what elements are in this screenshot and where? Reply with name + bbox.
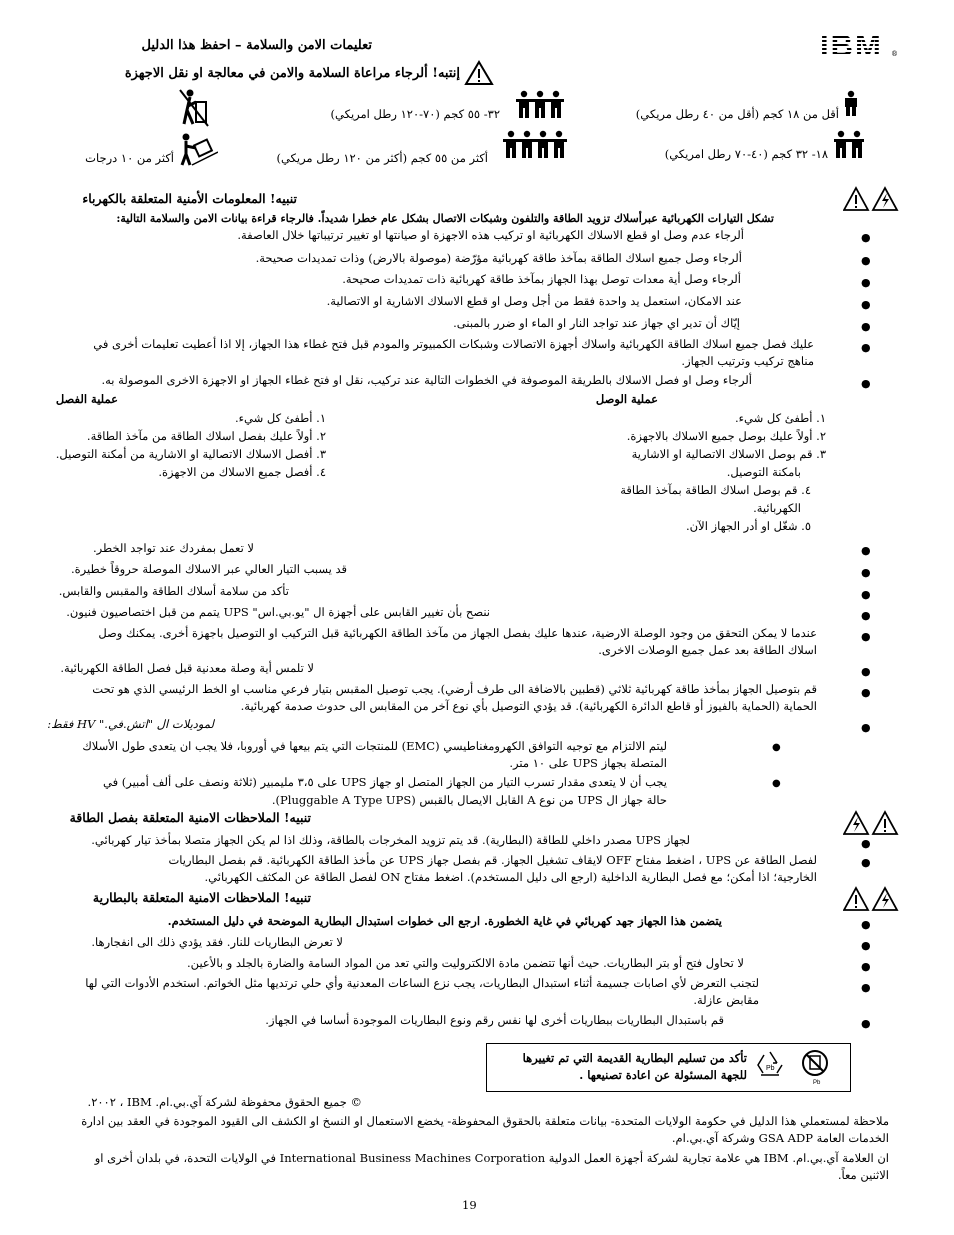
four-person-lift-icon: [503, 130, 567, 158]
caution-6: لا تلمس أية وصلة معدنية قبل فصل الطاقة الكهربائية.: [60, 661, 314, 675]
bullet: ●: [772, 742, 781, 753]
pb-label: Pb: [813, 1080, 821, 1086]
bullet: ●: [861, 231, 871, 244]
recycle-line-1: تأكد من تسليم البطارية القديمة التي تم تغييرها: [522, 1051, 747, 1065]
bullet: ●: [861, 254, 871, 267]
warning-triangle-icon: [464, 60, 494, 86]
bullet: ●: [861, 609, 871, 622]
disconnect-step: ٢. أولاً عليك بفصل اسلاك الطاقة من مآخذ الطاقة.: [86, 429, 326, 443]
disconnect-step: ٣. أفصل الاسلاك الاتصالية او الاشارية من أمكنة التوصيل.: [55, 447, 326, 461]
bullet: ●: [861, 320, 871, 333]
disconnect-step: ١. أطفئ كل شيء.: [234, 411, 326, 425]
caution-5a: عندما لا يمكن التحقق من وجود الوصلة الارضية، عندها عليك بفصل الجهاز من مآخذ الطاقة الكهربائية قبل التركيب او التوصيل باجهزة أخرى. يمكنك وصل: [98, 626, 817, 640]
connect-steps: [566, 410, 826, 534]
power-off-note-2a: لفصل الطاقة عن UPS ، اضغط مفتاح OFF لايقاف تشغيل الجهاز. قم بفصل جهاز UPS عن مأخذ الطاقة الكهربائية. قم بفصل البطاريات: [168, 853, 817, 867]
hv-label: لموديلات ال "اتش.في." HV فقط:: [47, 717, 214, 731]
weight-32-55kg: ٣٢- ٥٥ كجم (٧٠-١٢٠ رطل امريكي): [330, 107, 500, 121]
recycle-line-2: للجهة المسئولة عن اعادة تصنيعها .: [579, 1068, 747, 1082]
elec-bullet-2: ألرجاء وصل جميع اسلاك الطاقة بمآخذ طاقة كهربائية مؤرّضة (موصولة بالارض) وذات تمديدات صحيحة.: [255, 251, 742, 265]
power-off-heading: تنبيه! الملاحظات الامنية المتعلقة بفصل الطاقة: [69, 810, 311, 825]
power-off-note-2b: الخارجية؛ اذا أمكن؛ مع فصل البطارية الداخلية (ارجع الى دليل المستخدم). اضغط مفتاح ON لفصل الطاقة عن المكثف الكهربائي.: [204, 870, 817, 884]
bullet: ●: [861, 566, 871, 579]
connect-title: عملية الوصل: [595, 392, 658, 406]
elec-bullet-1: ألرجاء عدم وصل او قطع الاسلاك الكهربائية او تركيب هذه الاجهزة او صيانتها او تغيير ترتيباتها خلال العاصفة.: [237, 228, 744, 242]
caution-7a: قم بتوصيل الجهاز بمأخذ طاقة كهربائية ثلاثي (قطبين بالاضافة الى طرف أرضي). يجب توصيل المقبس بتيار فرعي مناسب او الخط الرئيسي الذي هو تحت: [92, 682, 817, 696]
bullet: ●: [861, 939, 871, 952]
hv-note-2a: يجب أن لا يتعدى مقدار تسرب التيار من الجهاز المتصل او جهاز UPS على ٣،٥ مليمبير (ثلاثة ونصف على ألف أمبير) في: [103, 775, 667, 789]
battery-warning-icons: [843, 886, 899, 912]
warning-shock-icons: [843, 186, 899, 212]
bullet: ●: [861, 341, 871, 354]
elec-bullet-7: ألرجاء وصل او فصل الاسلاك بالطريقة الموصوفة في الخطوات التالية عند تركيب، نقل او فتح غطاء الجهاز او الاجهزة الاخرى الموصولة به.: [101, 373, 752, 387]
caution-4: ننصح بأن تغيير القابس على أجهزة ال "يو.بي.اس" UPS يتمم من قبل اختصاصيون فنيون.: [66, 605, 490, 619]
bullet: ●: [861, 588, 871, 601]
incline-limit: أكثر من ١٠ درجات: [85, 151, 174, 165]
bullet: ●: [861, 721, 871, 734]
battery-note-2: لا تحاول فتح أو بتر البطاريات. حيث أنها تتضمن مادة الالكتروليت والتي تعد من المواد السامة والضارة بالجلد و بالأعين.: [187, 956, 744, 970]
connect-step: ٥. شغّل او أدر الجهاز الآن.: [686, 519, 811, 533]
bullet: ●: [861, 837, 871, 850]
elec-bullet-4: عند الامكان، استعمل يد واحدة فقط من أجل وصل او قطع الاسلاك الاشارية او الاتصالية.: [326, 294, 742, 308]
bullet: ●: [861, 665, 871, 678]
connect-step: ٣. قم بوصل الاسلاك الاتصالية او الاشارية: [631, 447, 826, 461]
one-person-lift-icon: [843, 90, 859, 116]
connect-step: ٢. أولاً عليك بوصل جميع الاسلاك بالاجهزة.: [626, 429, 826, 443]
elec-bullet-6a: عليك فصل جميع اسلاك الطاقة الكهربائية واسلاك أجهزة الاتصالات وشبكات الكمبيوتر والمودم قبل فتح غطاء هذا الجهاز، إلا اذا أعطيت تعليمات أخرى في: [93, 337, 814, 351]
document-title: تعليمات الامن والسلامة – احفظ هذا الدليل: [141, 38, 372, 53]
copyright: © جميع الحقوق محفوظة لشركة آي.بي.ام. IBM ، ٢٠٠٢.: [87, 1095, 362, 1109]
disconnect-step: ٤. أفصل جميع الاسلاك من الاجهزة.: [158, 465, 326, 479]
no-hand-truck-icon: [178, 88, 210, 128]
shock-warning-icons: [843, 810, 899, 836]
hv-note-2b: حالة جهاز ال UPS من نوع A القابل الايصال بالقبس (Pluggable A Type UPS).: [271, 793, 667, 807]
handling-attention: إنتبه! ألرجاء مراعاة السلامة والامن في معالجة او نقل الاجهزة: [124, 66, 460, 81]
electrical-intro: تشكل التيارات الكهربائية عبرأسلاك تزويد الطاقة والتلفون وشبكات الاتصال بشكل عام خطرا شديداً. فالرجاء قراءة بيانات الامن والسلامة التالية:: [116, 212, 774, 225]
two-person-lift-icon: [834, 130, 864, 158]
electrical-heading: تنبيه! المعلومات الأمنية المتعلقة بالكهرباء: [82, 191, 297, 206]
battery-note-3b: مقابض عازلة.: [693, 993, 759, 1007]
caution-1: لا تعمل بمفردك عند تواجد الخطر.: [93, 541, 254, 555]
caution-2: قد يسبب التيار العالي عبر الاسلاك الموصلة حروقاً خطيرة.: [70, 562, 347, 576]
connect-step: بامكنة التوصيل.: [726, 465, 801, 479]
disconnect-steps: [26, 410, 326, 480]
weight-under-18kg: أقل من ١٨ كجم (أقل من ٤٠ رطل مريكي): [635, 107, 839, 121]
hv-note-1a: ليتم الالتزام مع توجيه التوافق الكهرومغناطيسي (EMC) للمنتجات التي يتم بيعها في أوروبا، فلا يجب ان يتعدى طول الأسلاك: [82, 739, 667, 753]
battery-heading: تنبيه! الملاحظات الامنية المتعلقة بالبطارية: [92, 890, 311, 905]
trademark-note-a: ان العلامة آي.بي.ام. IBM هي علامة تجارية لشركة أجهزة العمل الدولية International Business Machines Corporation في الولايات التحدة، في بلدان أخرى او: [94, 1151, 889, 1165]
connect-step: الكهربائية.: [753, 501, 801, 515]
caution-5b: اسلاك الطاقة بعد عمل جميع الوصلات الاخرى.: [598, 643, 817, 657]
elec-bullet-3: ألرجاء وصل أية معدات توصل بهذا الجهاز بمآخذ طاقة كهربائية ذات تمديدات صحيحة.: [342, 272, 741, 286]
battery-intro: يتضمن هذا الجهاز جهد كهربائي في غاية الخطورة. ارجع الى خطوات استبدال البطارية الموضحة في دليل المستخدم.: [167, 914, 722, 928]
trademark-note-b: الاثنين معاً.: [837, 1168, 889, 1182]
incline-cart-icon: [178, 132, 218, 166]
gov-note-1a: ملاحظة لمستعملي هذا الدليل في حكومة الولايات المتحدة- بيانات متعلقة بالحقوق المحفوظة- يخضع الاستعمال او النسخ او الكشف الى القيود الموجودة في العقد بين ادارة: [81, 1114, 889, 1128]
recycle-icon: [755, 1049, 785, 1083]
bullet: ●: [861, 1017, 871, 1030]
bullet: ●: [861, 276, 871, 289]
bullet: ●: [861, 981, 871, 994]
battery-note-1: لا تعرض البطاريات للنار. فقد يؤدي ذلك الى انفجارها.: [91, 935, 343, 949]
svg-text:Pb: Pb: [766, 1065, 775, 1072]
elec-bullet-5: إيّاك أن تدير اي جهاز عند تواجد النار او الماء او ضرر بالمبنى.: [453, 316, 740, 330]
hv-note-1b: المتصلة بجهاز UPS على ١٠ متر.: [509, 756, 667, 770]
bullet: ●: [861, 918, 871, 931]
bullet: ●: [861, 856, 871, 869]
page-number: 19: [462, 1198, 477, 1212]
ibm-logo: IBM: [820, 28, 883, 63]
elec-bullet-6b: مناهج تركيب وترتيب الجهاز.: [681, 354, 814, 368]
bullet: ●: [861, 686, 871, 699]
bullet: ●: [861, 960, 871, 973]
weight-18-32kg: ١٨- ٣٢ كجم (٤٠-٧٠ رطل امريكي): [664, 147, 828, 161]
bullet: ●: [861, 298, 871, 311]
power-off-note-1: لجهاز UPS مصدر داخلي للطاقة (البطارية). قد يتم تزويد المخرجات بالطاقة، وذلك اذا لم يكن الجهاز متصلا بمأخذ تيار كهربائي.: [91, 833, 690, 847]
registered-mark: ®: [891, 50, 898, 58]
battery-note-3a: لتجنب التعرض لأي اصابات جسيمة أثناء استبدال البطاريات، يجب نزع الساعات المعدنية وأي حلي ترتديها مثل الخواتم. استخدم الأدوات التي لها: [85, 976, 759, 990]
caution-7b: الحماية (الحماية بالفيوز أو قاطع الدائرة الكهربائية). قد يؤدي التوصيل بأي نوع آخر من المقابس الى حدوث صدمة كهربائية.: [240, 699, 817, 713]
three-person-lift-icon: [516, 90, 564, 118]
bullet: ●: [772, 778, 781, 789]
bullet: ●: [861, 630, 871, 643]
caution-3: تأكد من سلامة أسلاك الطاقة والمقبس والقابس.: [58, 584, 289, 598]
weight-over-55kg: أكثر من ٥٥ كجم (أكثر من ١٢٠ رطل مريكي): [276, 151, 488, 165]
connect-step: ١. أطفئ كل شيء.: [734, 411, 826, 425]
connect-step: ٤. قم بوصل اسلاك الطاقة بمآخذ الطاقة: [620, 483, 811, 497]
disconnect-title: عملية الفصل: [55, 392, 118, 406]
bullet: ●: [861, 544, 871, 557]
recycle-notice-box: [486, 1043, 851, 1092]
battery-note-4: قم باستبدال البطاريات ببطاريات أخرى لها نفس رقم ونوع البطاريات الموجودة أساسا في الجهاز.: [265, 1013, 724, 1027]
bullet: ●: [861, 377, 871, 390]
gov-note-1b: الخدمات العامة GSA ADP وشركة آي.بي.ام.: [671, 1131, 889, 1145]
